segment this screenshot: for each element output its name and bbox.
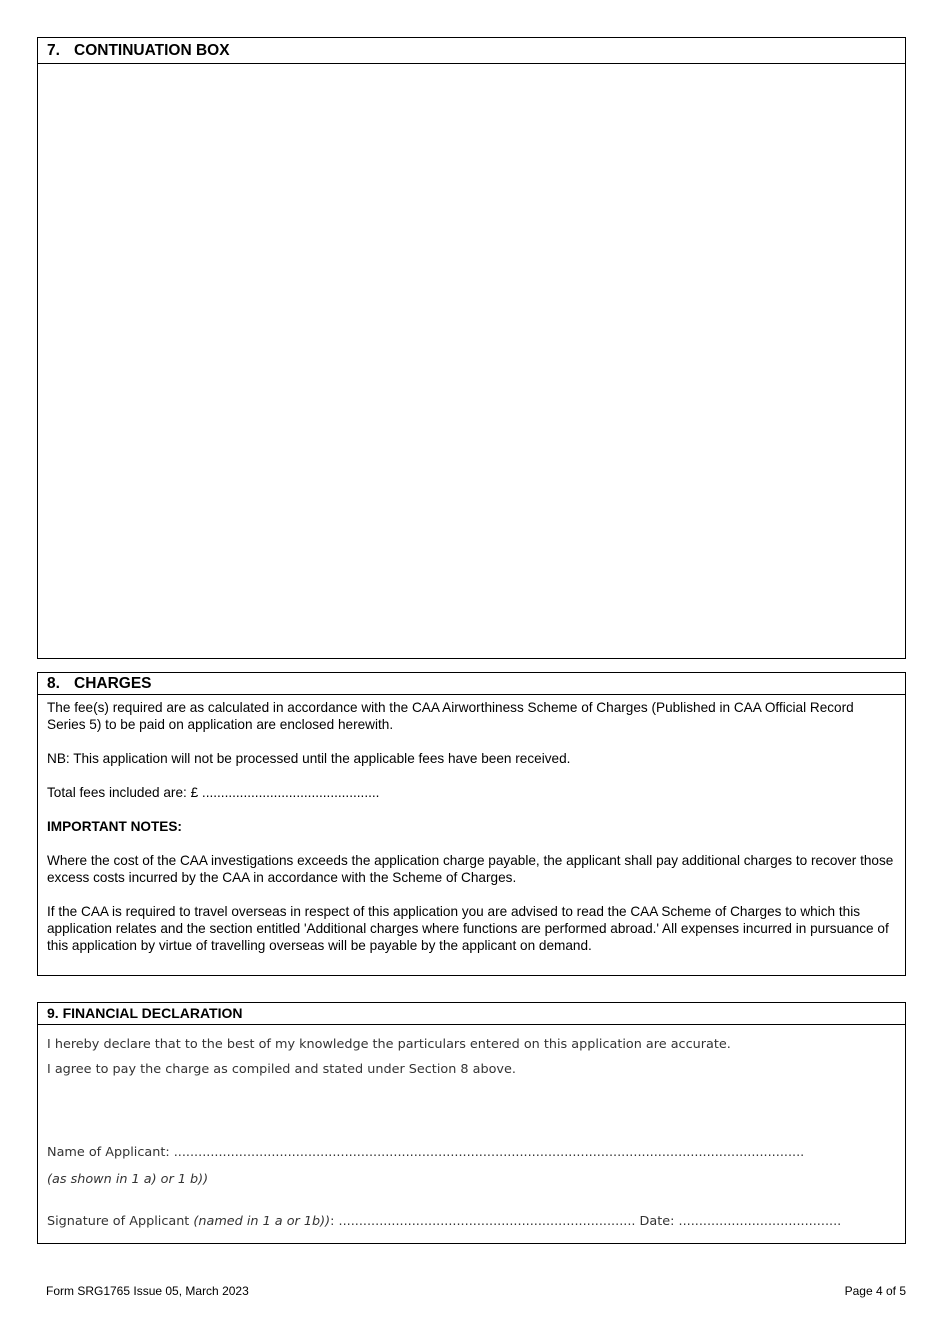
- section-8-header: [38, 673, 905, 695]
- signature-label: Signature of Applicant: [47, 1214, 194, 1229]
- page-number: Page 4 of 5: [844, 1284, 906, 1298]
- section-9-title: 9. FINANCIAL DECLARATION: [47, 1005, 243, 1021]
- signature-date-field[interactable]: [47, 1214, 841, 1229]
- continuation-text-area[interactable]: [38, 64, 905, 658]
- charges-section: [37, 672, 906, 976]
- important-note-1: Where the cost of the CAA investigations exceeds the application charge payable, the applicant shall pay additional charges to recover those excess costs incurred by the CAA in accordance with the Scheme of Charges.: [47, 853, 894, 885]
- applicant-name-hint: (as shown in 1 a) or 1 b)): [47, 1172, 209, 1187]
- total-fees-field[interactable]: Total fees included are: £ ...............................................: [47, 785, 380, 800]
- charges-paragraph: The fee(s) required are as calculated in accordance with the CAA Airworthiness Scheme of Charges (Published in CAA Official Record Series 5) to be paid on application are enclosed herewith.: [47, 700, 854, 732]
- continuation-box-section: [37, 37, 906, 659]
- section-8-number: 8.: [47, 675, 60, 692]
- charges-body: [38, 695, 905, 954]
- financial-declaration-section: [37, 1002, 906, 1244]
- section-7-title: CONTINUATION BOX: [74, 42, 230, 59]
- form-identifier: Form SRG1765 Issue 05, March 2023: [46, 1284, 249, 1298]
- section-9-header: [38, 1003, 905, 1025]
- important-note-2: If the CAA is required to travel overseas in respect of this application you are advised to read the CAA Scheme of Charges to which this application relates and the section entitled 'Additional charges where functions are performed abroad.' All expenses incurred in pursuance of this application by virtue of travelling overseas will be payable by the applicant on demand.: [47, 904, 889, 953]
- payment-agreement: I agree to pay the charge as compiled and stated under Section 8 above.: [47, 1062, 516, 1077]
- important-notes-heading: IMPORTANT NOTES:: [47, 819, 182, 834]
- section-7-header: [38, 38, 905, 64]
- section-7-number: 7.: [47, 42, 60, 59]
- signature-hint: (named in 1 a or 1b)): [193, 1214, 331, 1229]
- section-8-title: CHARGES: [74, 675, 152, 692]
- declaration-statement: I hereby declare that to the best of my knowledge the particulars entered on this application are accurate.: [47, 1037, 731, 1052]
- signature-date-dots[interactable]: : ......................................................................... Date: ........................................: [330, 1214, 842, 1229]
- processing-note: NB: This application will not be processed until the applicable fees have been received.: [47, 751, 571, 766]
- applicant-name-field[interactable]: Name of Applicant: ...........................................................................................................................................................: [47, 1145, 805, 1160]
